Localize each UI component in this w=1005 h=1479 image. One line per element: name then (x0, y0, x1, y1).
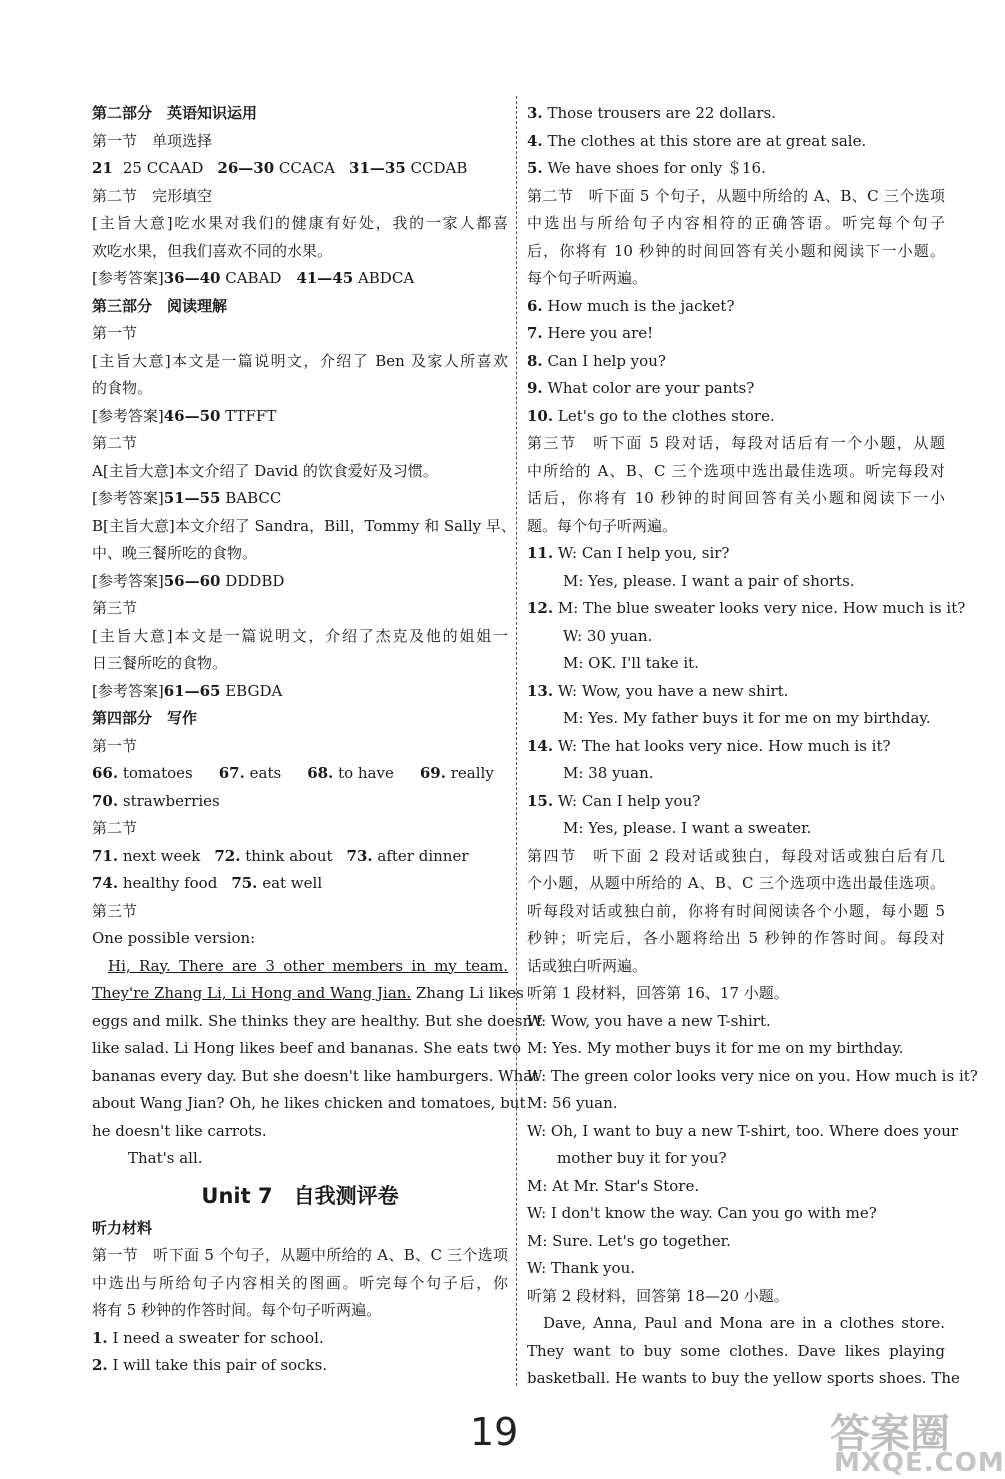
answer-line: [参考答案]46—50 TTFFT (92, 406, 277, 425)
watermark-text: 答案圈 (830, 1411, 950, 1457)
section-heading: 第三节 (92, 599, 138, 617)
section-heading: 第二节 完形填空 (92, 186, 213, 205)
dialogue-line: M: Yes, please. I want a pair of shorts. (563, 571, 855, 590)
dialogue-line: M: Yes. My father buys it for me on my birthday. (563, 709, 931, 727)
answer-line: [参考答案]36—40 CABAD 41—45 ABDCA (92, 269, 415, 287)
main-idea: 日三餐所吃的食物。 (92, 654, 228, 672)
dialogue-line: M: Yes, please. I want a sweater. (563, 819, 812, 837)
answer-line: [参考答案]56—60 DDDBD (92, 571, 285, 590)
main-idea: A[主旨大意]本文介绍了 David 的饮食爱好及习惯。 (92, 461, 438, 480)
part2-heading: 第二部分 英语知识运用 (92, 104, 258, 122)
dialogue-line: 13. W: Wow, you have a new shirt. (527, 681, 789, 700)
passage-line: Dave, Anna, Paul and Mona are in a clothes store. (543, 1314, 945, 1332)
main-idea: [主旨大意]本文是一篇说明文，介绍了杰克及他的姐姐一 (92, 626, 508, 645)
dialogue-line: 15. W: Can I help you? (527, 791, 701, 810)
dialogue-line: M: 56 yuan. (527, 1094, 618, 1112)
main-idea: B[主旨大意]本文介绍了 Sandra，Bill，Tommy 和 Sally 早、 (92, 516, 516, 535)
essay-intro: One possible version: (92, 929, 256, 947)
dialogue-line: M: 38 yuan. (563, 764, 654, 782)
answer-line: 70. strawberries (92, 791, 220, 810)
dialogue-line: W: The green color looks very nice on you. How much is it? (527, 1066, 978, 1085)
dialogue-line: 14. W: The hat looks very nice. How much is it? (527, 736, 891, 755)
section-heading: 第二节 (92, 819, 138, 837)
left-column (92, 100, 543, 1380)
question-line: 3. Those trousers are 22 dollars. (527, 104, 776, 122)
dialogue-line: W: 30 yuan. (563, 626, 653, 645)
passage-line: basketball. He wants to buy the yellow sports shoes. The (527, 1369, 960, 1387)
main-idea: 中、晚三餐所吃的食物。 (92, 544, 258, 562)
dialogue-line: M: Yes. My mother buys it for me on my birthday. (527, 1039, 904, 1057)
essay-line: about Wang Jian? Oh, he likes chicken and tomatoes, but (92, 1094, 526, 1112)
answer-line: [参考答案]61—65 EBGDA (92, 681, 283, 700)
section-instructions: 中所给的 A、B、C 三个选项中选出最佳选项。听完每段对 (527, 461, 945, 480)
section-instructions: 个小题，从题中所给的 A、B、C 三个选项中选出最佳选项。 (527, 874, 945, 892)
dialogue-line: W: I don't know the way. Can you go with me? (527, 1204, 877, 1222)
section-heading: 第一节 (92, 324, 138, 342)
question-line: 6. How much is the jacket? (527, 296, 735, 315)
essay-line: like salad. Li Hong likes beef and bananas. She eats two (92, 1039, 521, 1057)
section-instructions: 题。每个句子听两遍。 (527, 516, 678, 535)
question-line: 10. Let's go to the clothes store. (527, 406, 775, 425)
essay-line: eggs and milk. She thinks they are healthy. But she doesn't (92, 1011, 543, 1030)
answer-line: [参考答案]51—55 BABCC (92, 489, 282, 507)
material-heading: 听第 1 段材料，回答第 16、17 小题。 (527, 984, 789, 1002)
watermark-url: MXQE.COM (834, 1448, 1005, 1478)
dialogue-line: 11. W: Can I help you, sir? (527, 544, 730, 562)
answer-line: 21 25 CCAAD 26—30 CCACA 31—35 CCDAB (92, 159, 468, 177)
main-idea: [主旨大意]本文是一篇说明文，介绍了 Ben 及家人所喜欢 (92, 351, 508, 370)
dialogue-line: M: OK. I'll take it. (563, 654, 699, 672)
column-divider (516, 96, 517, 1386)
section-instructions: 话或独白听两遍。 (527, 956, 648, 975)
page-number: 19 (470, 1410, 519, 1454)
section-instructions: 中选出与所给句子内容相关的图画。听完每个句子后，你 (92, 1273, 508, 1292)
dialogue-line: W: Wow, you have a new T-shirt. (527, 1011, 771, 1030)
dialogue-line: W: Thank you. (527, 1259, 635, 1277)
section-heading: 第三节 (92, 901, 138, 920)
section-heading: 第一节 单项选择 (92, 131, 213, 150)
question-line: 5. We have shoes for only ＄16. (527, 159, 766, 177)
right-column (527, 100, 978, 1393)
question-line: 8. Can I help you? (527, 351, 666, 370)
watermark-logo (830, 1400, 1005, 1479)
question-line: 9. What color are your pants? (527, 379, 755, 397)
section-instructions: 秒钟；听完后，各小题将给出 5 秒钟的作答时间。每段对 (527, 929, 945, 947)
section-instructions: 将有 5 秒钟的作答时间。每个句子听两遍。 (92, 1301, 382, 1319)
essay-line: They're Zhang Li, Li Hong and Wang Jian. Zhang Li likes (92, 984, 524, 1002)
section-instructions: 第二节 听下面 5 个句子，从题中所给的 A、B、C 三个选项 (527, 186, 945, 205)
essay-line: Hi, Ray. There are 3 other members in my team. (108, 956, 508, 975)
section-instructions: 每个句子听两遍。 (527, 269, 648, 287)
answer-line: 71. next week 72. think about 73. after dinner (92, 846, 469, 865)
dialogue-line: mother buy it for you? (557, 1149, 727, 1167)
section-instructions: 话后，你将有 10 秒钟的时间回答有关小题和阅读下一小 (527, 489, 945, 507)
main-idea: 的食物。 (92, 379, 153, 397)
section-instructions: 第三节 听下面 5 段对话，每段对话后有一个小题，从题 (527, 434, 945, 452)
section-heading: 第二节 (92, 434, 138, 452)
material-heading: 听第 2 段材料，回答第 18—20 小题。 (527, 1286, 789, 1305)
part4-heading: 第四部分 写作 (92, 709, 198, 727)
question-line: 7. Here you are! (527, 324, 654, 342)
dialogue-line: W: Oh, I want to buy a new T-shirt, too. Where does your (527, 1121, 959, 1140)
main-idea: [主旨大意]吃水果对我们的健康有好处，我的一家人都喜 (92, 214, 508, 232)
answer-line: 66. tomatoes 67. eats 68. to have 69. really (92, 764, 494, 782)
essay-line: bananas every day. But she doesn't like hamburgers. What (92, 1066, 539, 1085)
listening-heading: 听力材料 (92, 1218, 153, 1237)
dialogue-line: M: Sure. Let's go together. (527, 1231, 731, 1250)
essay-line: he doesn't like carrots. (92, 1121, 267, 1140)
section-instructions: 第四节 听下面 2 段对话或独白，每段对话或独白后有几 (527, 846, 945, 865)
section-instructions: 后，你将有 10 秒钟的时间回答有关小题和阅读下一小题。 (527, 241, 945, 260)
question-line: 4. The clothes at this store are at great sale. (527, 131, 867, 150)
dialogue-line: 12. M: The blue sweater looks very nice. How much is it? (527, 599, 966, 617)
question-line: 2. I will take this pair of socks. (92, 1356, 328, 1374)
question-line: 1. I need a sweater for school. (92, 1328, 324, 1347)
section-heading: 第一节 (92, 736, 138, 755)
unit-title: Unit 7 自我测评卷 (201, 1183, 399, 1208)
essay-line: That's all. (128, 1149, 203, 1167)
passage-line: They want to buy some clothes. Dave likes playing (527, 1341, 945, 1360)
section-instructions: 听每段对话或独白前，你将有时间阅读各个小题，每小题 5 (527, 901, 945, 920)
section-instructions: 第一节 听下面 5 个句子，从题中所给的 A、B、C 三个选项 (92, 1246, 508, 1264)
dialogue-line: M: At Mr. Star's Store. (527, 1176, 700, 1195)
answer-line: 74. healthy food 75. eat well (92, 874, 323, 892)
section-instructions: 中选出与所给句子内容相符的正确答语。听完每个句子 (527, 214, 945, 232)
part3-heading: 第三部分 阅读理解 (92, 296, 228, 315)
main-idea: 欢吃水果，但我们喜欢不同的水果。 (92, 241, 333, 260)
